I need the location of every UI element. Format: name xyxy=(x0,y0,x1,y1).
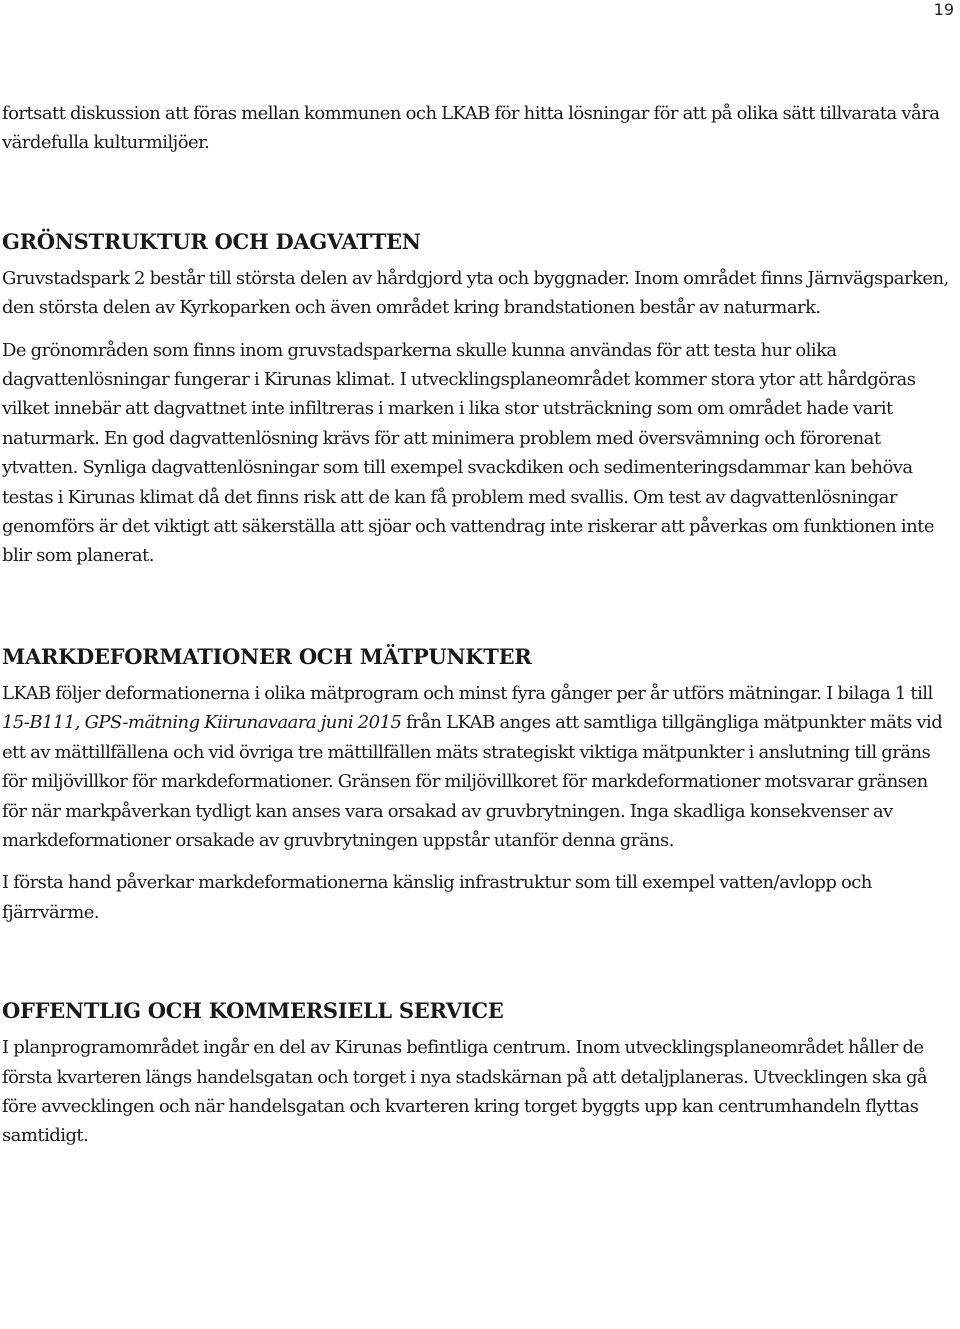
section-heading-markdeformationer: MARKDEFORMATIONER OCH MÄTPUNKTER xyxy=(2,643,532,669)
section-gronstruktur xyxy=(2,228,952,571)
paragraph-markdeformationer-1 xyxy=(2,679,952,855)
intro-paragraph: fortsatt diskussion att föras mellan kommunen och LKAB för hitta lösningar för att på olika sätt tillvarata våra värdefulla kulturmiljöer. xyxy=(2,103,940,154)
page-number: 19 xyxy=(933,0,954,19)
section-markdeformationer xyxy=(2,643,952,927)
document-body xyxy=(2,99,952,1151)
paragraph-text-part: LKAB följer deformationerna i olika mätprogram och minst fyra gånger per år utförs mätningar. I bilaga 1 till xyxy=(2,682,933,704)
paragraph-text-part: från LKAB anges att samtliga tillgängliga mätpunkter mäts vid ett av mättillfällena och vid övriga tre mättillfällen mäts strategiskt viktiga mätpunkter i anslutning till gräns för miljövillkor för markdeformationer. Gränsen för miljövillkoret för markdeformationer motsvarar gränsen för när markpåverkan tydligt kan anses vara orsakad av gruvbrytningen. Inga skadliga konsekvenser av markdeformationer orsakade av gruvbrytningen uppstår utanför denna gräns. xyxy=(2,712,943,851)
paragraph-gronstruktur-1: Gruvstadspark 2 består till största delen av hårdgjord yta och byggnader. Inom området finns Järnvägsparken, den största delen av Kyrkoparken och även området kring brandstationen består av naturmark. xyxy=(2,267,949,319)
section-service xyxy=(2,997,952,1151)
section-heading-gronstruktur: GRÖNSTRUKTUR OCH DAGVATTEN xyxy=(2,228,421,254)
report-reference: 15-B111, GPS-mätning Kiirunavaara juni 2015 xyxy=(2,712,402,734)
section-heading-service: OFFENTLIG OCH KOMMERSIELL SERVICE xyxy=(2,998,504,1024)
paragraph-gronstruktur-2: De grönområden som finns inom gruvstadsparkerna skulle kunna användas för att testa hur olika dagvattenlösningar fungerar i Kirunas klimat. I utvecklingsplaneområdet kommer stora ytor att hårdgöras vilket innebär att dagvattnet inte infiltreras i marken i lika stor utsträckning som om området hade varit naturmark. En god dagvattenlösning krävs för att minimera problem med översvämning och förorenat ytvatten. Synliga dagvattenlösningar som till exempel svackdiken och sedimenteringsdammar kan behöva testas i Kirunas klimat då det finns risk att de kan få problem med svallis. Om test av dagvattenlösningar genomförs är det viktigt att säkerställa att sjöar och vattendrag inte riskerar att påverkas om funktionen inte blir som planerat. xyxy=(2,339,934,567)
paragraph-service-1: I planprogramområdet ingår en del av Kirunas befintliga centrum. Inom utvecklingsplaneområdet håller de första kvarteren längs handelsgatan och torget i nya stadskärnan på att detaljplaneras. Utvecklingen ska gå före avvecklingen och när handelsgatan och kvarteren kring torget byggts upp kan centrumhandeln flyttas samtidigt. xyxy=(2,1037,928,1147)
paragraph-markdeformationer-2: I första hand påverkar markdeformationerna känslig infrastruktur som till exempel vatten/avlopp och fjärrvärme. xyxy=(2,872,872,923)
